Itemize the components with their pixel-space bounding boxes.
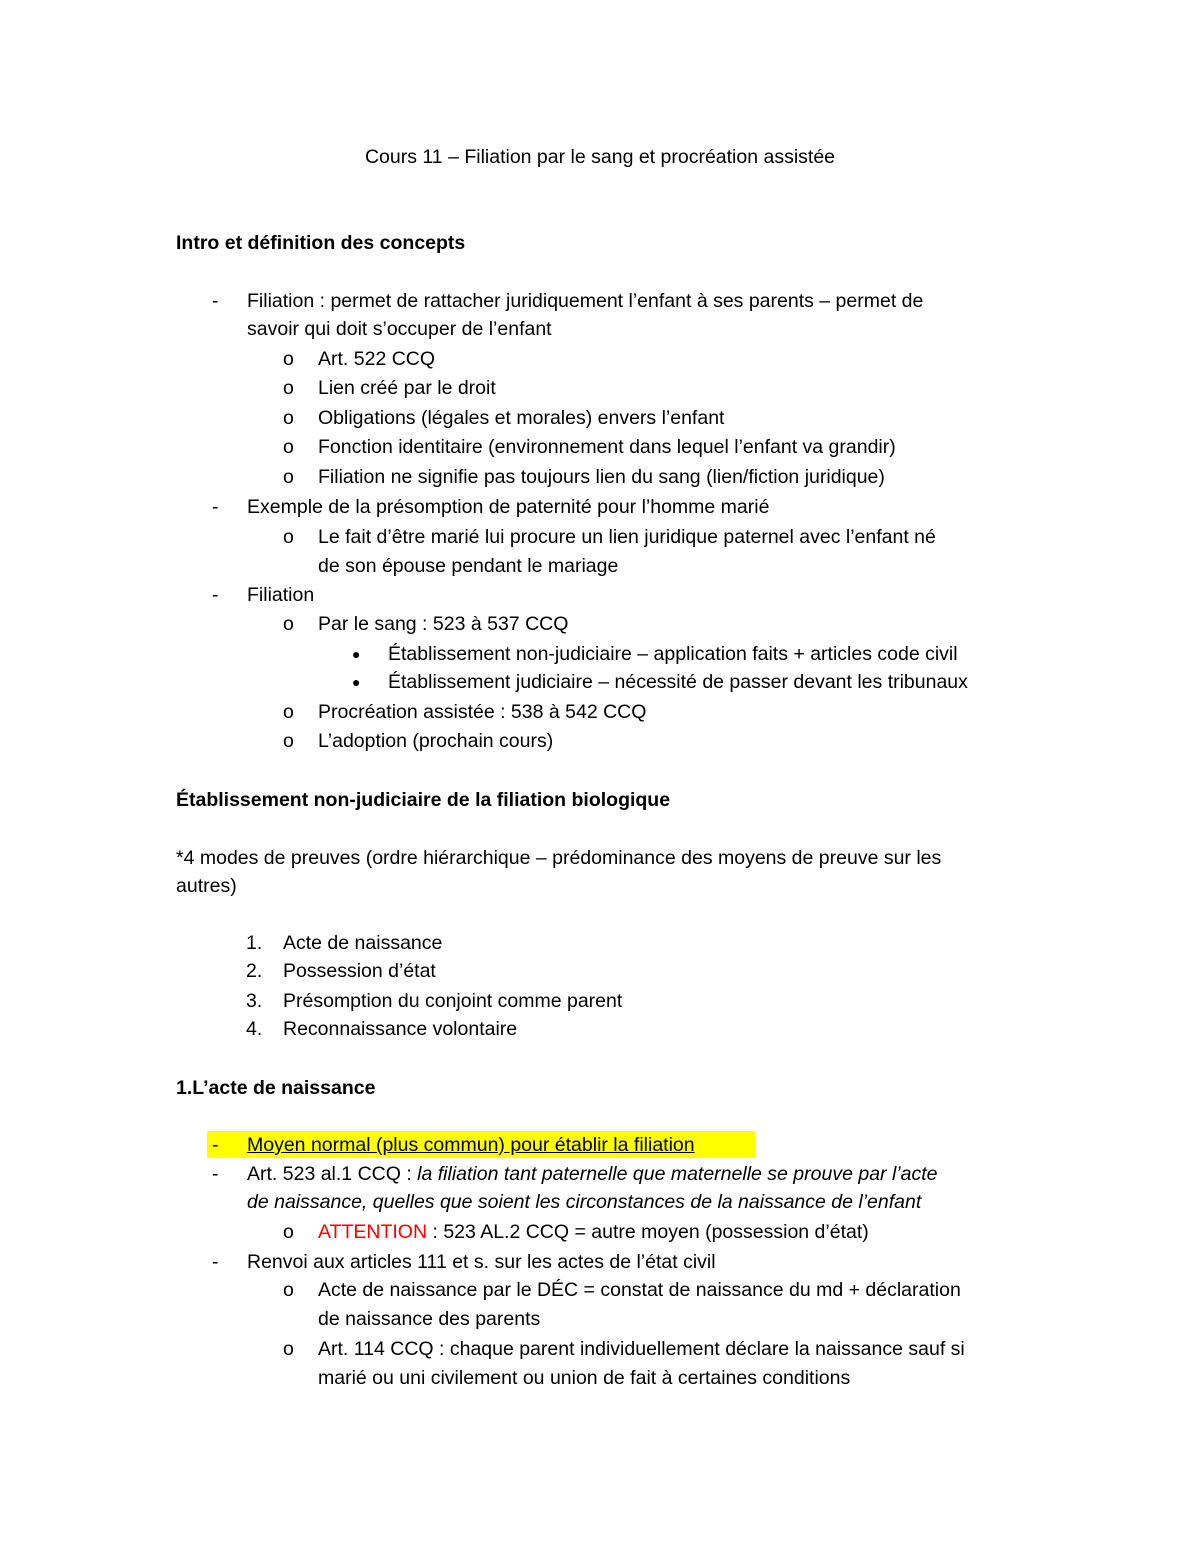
- dash-marker: -: [212, 290, 219, 312]
- sub-list-item-continuation: de son épouse pendant le mariage: [318, 555, 619, 577]
- circle-marker: o: [283, 1338, 294, 1360]
- list-number: 1.: [246, 932, 263, 954]
- section-heading-acte-naissance: 1.L’acte de naissance: [176, 1077, 376, 1099]
- section-heading-intro: Intro et définition des concepts: [176, 232, 466, 254]
- circle-marker: o: [283, 377, 294, 399]
- circle-marker: o: [283, 730, 294, 752]
- circle-marker: o: [283, 1221, 294, 1243]
- numbered-list-item: Présomption du conjoint comme parent: [283, 990, 623, 1012]
- circle-marker: o: [283, 348, 294, 370]
- attention-label: ATTENTION: [318, 1221, 428, 1243]
- circle-marker: o: [283, 1279, 294, 1301]
- sub-list-item: Par le sang : 523 à 537 CCQ: [318, 613, 569, 635]
- dash-marker: -: [212, 1251, 219, 1273]
- sub-list-item: [318, 1218, 869, 1246]
- numbered-list-item: Reconnaissance volontaire: [283, 1018, 518, 1040]
- circle-marker: o: [283, 436, 294, 458]
- sub-list-item: Procréation assistée : 538 à 542 CCQ: [318, 701, 647, 723]
- list-item: Renvoi aux articles 111 et s. sur les actes de l’état civil: [247, 1251, 716, 1273]
- list-number: 2.: [246, 960, 263, 982]
- circle-marker: o: [283, 701, 294, 723]
- note-paragraph: *4 modes de preuves (ordre hiérarchique – prédominance des moyens de preuve sur les: [176, 847, 942, 869]
- section-heading-etablissement: Établissement non-judiciaire de la filiation biologique: [176, 789, 671, 811]
- sub-list-item: Lien créé par le droit: [318, 377, 496, 399]
- circle-marker: o: [283, 466, 294, 488]
- page-title: Cours 11 – Filiation par le sang et procréation assistée: [364, 146, 836, 168]
- sub-list-item: Obligations (légales et morales) envers l’enfant: [318, 407, 725, 429]
- bullet-marker: ●: [352, 646, 361, 662]
- dash-marker: -: [212, 1134, 219, 1156]
- numbered-list-item: Acte de naissance: [283, 932, 443, 954]
- list-number: 3.: [246, 990, 263, 1012]
- note-paragraph-continuation: autres): [176, 875, 237, 897]
- list-number: 4.: [246, 1018, 263, 1040]
- sub-list-item: Filiation ne signifie pas toujours lien du sang (lien/fiction juridique): [318, 466, 885, 488]
- list-item-continuation: savoir qui doit s’occuper de l’enfant: [247, 318, 552, 340]
- list-item: Filiation: [247, 584, 315, 606]
- sub-list-item: Art. 114 CCQ : chaque parent individuellement déclare la naissance sauf si: [318, 1338, 965, 1360]
- article-reference: Art. 523 al.1 CCQ :: [247, 1163, 418, 1185]
- sub-list-item-continuation: de naissance des parents: [318, 1308, 541, 1330]
- sub-list-item: Acte de naissance par le DÉC = constat de naissance du md + déclaration: [318, 1279, 961, 1301]
- dash-marker: -: [212, 584, 219, 606]
- sub-sub-list-item: Établissement judiciaire – nécessité de passer devant les tribunaux: [388, 671, 968, 693]
- sub-list-item: Art. 522 CCQ: [318, 348, 436, 370]
- circle-marker: o: [283, 407, 294, 429]
- list-item: [247, 1160, 937, 1188]
- dash-marker: -: [212, 496, 219, 518]
- bullet-marker: ●: [352, 674, 361, 690]
- numbered-list-item: Possession d’état: [283, 960, 436, 982]
- list-item: Filiation : permet de rattacher juridiquement l’enfant à ses parents – permet de: [247, 290, 924, 312]
- sub-list-item: Le fait d’être marié lui procure un lien juridique paternel avec l’enfant né: [318, 526, 936, 548]
- sub-list-item: L’adoption (prochain cours): [318, 730, 554, 752]
- sub-list-item-continuation: marié ou uni civilement ou union de fait à certaines conditions: [318, 1367, 851, 1389]
- highlighted-list-item: Moyen normal (plus commun) pour établir la filiation: [247, 1134, 695, 1156]
- dash-marker: -: [212, 1163, 219, 1185]
- article-quote: la filiation tant paternelle que maternelle se prouve par l’acte: [417, 1163, 938, 1185]
- list-item: Exemple de la présomption de paternité pour l’homme marié: [247, 496, 770, 518]
- circle-marker: o: [283, 526, 294, 548]
- circle-marker: o: [283, 613, 294, 635]
- sub-sub-list-item: Établissement non-judiciaire – application faits + articles code civil: [388, 643, 958, 665]
- article-quote-continuation: de naissance, quelles que soient les circonstances de la naissance de l’enfant: [247, 1191, 922, 1213]
- attention-text: : 523 AL.2 CCQ = autre moyen (possession d’état): [427, 1221, 869, 1243]
- sub-list-item: Fonction identitaire (environnement dans lequel l’enfant va grandir): [318, 436, 896, 458]
